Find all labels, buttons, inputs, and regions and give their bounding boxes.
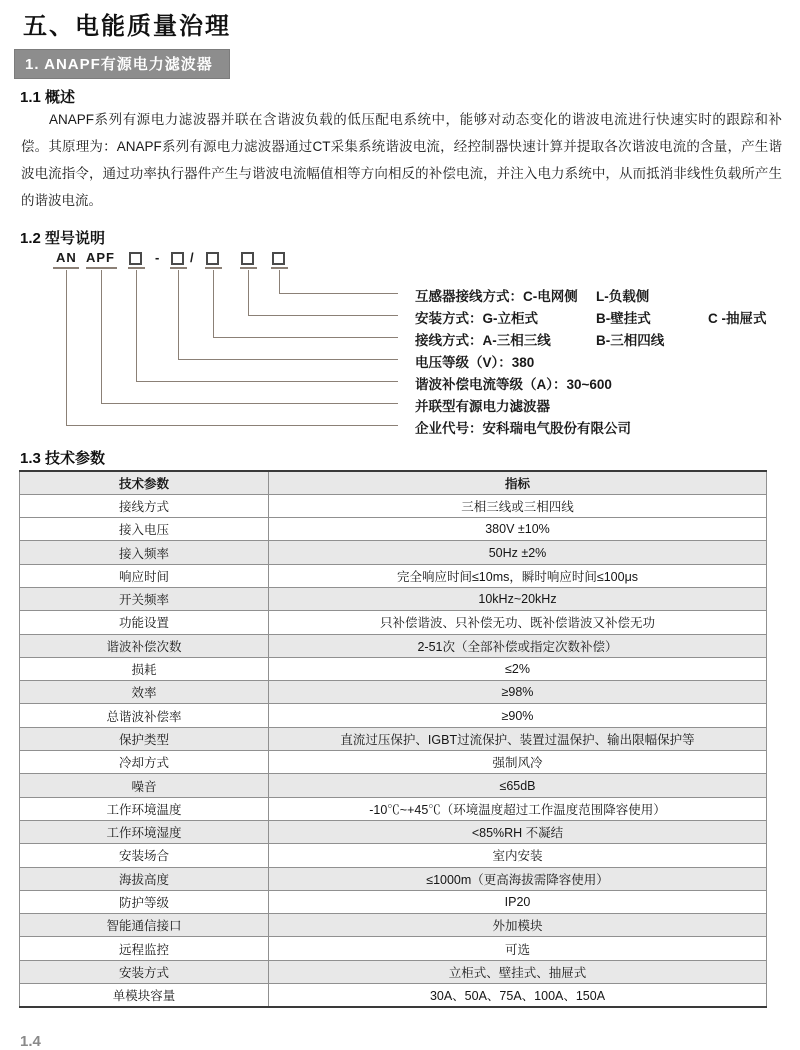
next-section-clipped: 1.4 (20, 1033, 41, 1050)
section-badge: 1. ANAPF有源电力滤波器 (14, 49, 230, 79)
value-cell: 直流过压保护、IGBT过流保护、装置过温保护、输出限幅保护等 (269, 727, 767, 750)
value-cell: ≥98% (269, 681, 767, 704)
param-cell: 安装方式 (20, 960, 269, 983)
column-header-value: 指标 (269, 471, 767, 494)
value-cell: 外加模块 (269, 914, 767, 937)
model-code-box (129, 252, 142, 265)
param-cell: 安装场合 (20, 844, 269, 867)
param-cell: 接入频率 (20, 541, 269, 564)
param-cell: 接线方式 (20, 494, 269, 517)
model-meaning-label: B-三相四线 (596, 333, 665, 348)
model-meaning-label: C -抽屉式 (708, 311, 767, 326)
params-table (19, 470, 767, 1008)
model-code-box (206, 252, 219, 265)
model-meaning-label: 并联型有源电力滤波器 (415, 399, 550, 414)
value-cell: 30A、50A、75A、100A、150A (269, 984, 767, 1007)
table-row (20, 541, 767, 564)
value-cell: 50Hz ±2% (269, 541, 767, 564)
table-row (20, 587, 767, 610)
value-cell: 2-51次（全部补偿或指定次数补偿） (269, 634, 767, 657)
model-code-symbol: - (155, 250, 161, 265)
param-cell: 损耗 (20, 657, 269, 680)
param-cell: 功能设置 (20, 611, 269, 634)
model-code-symbol: AN (56, 250, 77, 265)
value-cell: 强制风冷 (269, 751, 767, 774)
param-cell: 响应时间 (20, 564, 269, 587)
table-row (20, 727, 767, 750)
value-cell: 室内安装 (269, 844, 767, 867)
code-underline (205, 267, 222, 269)
param-cell: 海拔高度 (20, 867, 269, 890)
table-row (20, 704, 767, 727)
param-cell: 总谐波补偿率 (20, 704, 269, 727)
param-cell: 效率 (20, 681, 269, 704)
model-meaning-label: 电压等级（V）：380 (415, 355, 535, 370)
param-cell: 远程监控 (20, 937, 269, 960)
param-cell: 开关频率 (20, 587, 269, 610)
value-cell: ≤65dB (269, 774, 767, 797)
param-cell: 谐波补偿次数 (20, 634, 269, 657)
heading-technical-params: 1.3 技术参数 (20, 450, 106, 467)
param-cell: 保护类型 (20, 727, 269, 750)
heading-overview: 1.1 概述 (20, 89, 76, 106)
table-row (20, 797, 767, 820)
value-cell: 完全响应时间≤10ms，瞬时响应时间≤100μs (269, 564, 767, 587)
param-cell: 接入电压 (20, 518, 269, 541)
table-row (20, 751, 767, 774)
param-cell: 噪音 (20, 774, 269, 797)
table-row (20, 564, 767, 587)
table-row (20, 518, 767, 541)
model-meaning-label: 接线方式：A-三相三线 (415, 333, 551, 348)
code-underline (86, 267, 117, 269)
value-cell: 10kHz~20kHz (269, 587, 767, 610)
model-code-diagram (0, 248, 800, 444)
code-underline (53, 267, 79, 269)
value-cell: <85%RH 不凝结 (269, 820, 767, 843)
model-meaning-label: 安装方式：G-立柜式 (415, 311, 538, 326)
table-row (20, 611, 767, 634)
table-row (20, 657, 767, 680)
code-underline (271, 267, 288, 269)
param-cell: 防护等级 (20, 890, 269, 913)
value-cell: 三相三线或三相四线 (269, 494, 767, 517)
model-meaning-label: B-壁挂式 (596, 311, 651, 326)
value-cell: 立柜式、壁挂式、抽屉式 (269, 960, 767, 983)
param-cell: 工作环境湿度 (20, 820, 269, 843)
model-code-box (171, 252, 184, 265)
code-underline (170, 267, 187, 269)
connector-line (66, 270, 398, 426)
table-row (20, 960, 767, 983)
value-cell: ≥90% (269, 704, 767, 727)
value-cell: -10℃~+45℃（环境温度超过工作温度范围降容使用） (269, 797, 767, 820)
param-cell: 冷却方式 (20, 751, 269, 774)
table-row (20, 494, 767, 517)
heading-model-description: 1.2 型号说明 (20, 230, 106, 247)
model-meaning-row (0, 417, 800, 435)
model-code-symbol: / (190, 250, 195, 265)
column-header-param: 技术参数 (20, 471, 269, 494)
code-underline (240, 267, 257, 269)
model-code-box (272, 252, 285, 265)
table-row (20, 867, 767, 890)
table-row (20, 634, 767, 657)
model-meaning-label: 互感器接线方式：C-电网侧 (415, 289, 578, 304)
value-cell: 380V ±10% (269, 518, 767, 541)
table-row (20, 937, 767, 960)
model-meaning-label: L-负载侧 (596, 289, 650, 304)
table-row (20, 844, 767, 867)
param-cell: 智能通信接口 (20, 914, 269, 937)
table-row (20, 820, 767, 843)
table-row (20, 681, 767, 704)
model-meaning-label: 企业代号：安科瑞电气股份有限公司 (415, 421, 631, 436)
value-cell: ≤1000m（更高海拔需降容使用） (269, 867, 767, 890)
param-cell: 单模块容量 (20, 984, 269, 1007)
page-title: 五、电能质量治理 (23, 13, 231, 40)
model-code-symbol: APF (86, 250, 115, 265)
value-cell: 只补偿谐波、只补偿无功、既补偿谐波又补偿无功 (269, 611, 767, 634)
overview-paragraph: ANAPF系列有源电力滤波器并联在含谐波负载的低压配电系统中，能够对动态变化的谐波电流进行快速实时的跟踪和补偿。其原理为：ANAPF系列有源电力滤波器通过CT采集系统谐波电流，经控制器快速计算并提取各次谐波电流的含量，产生谐波电流指令，通过功率执行器件产生与谐波电流幅值相等方向相反的补偿电流，并注入电力系统中，从而抵消非线性负载所产生的谐波电流。 (21, 112, 782, 208)
code-underline (128, 267, 145, 269)
value-cell: ≤2% (269, 657, 767, 680)
table-header-row (20, 471, 767, 494)
table-row (20, 890, 767, 913)
value-cell: 可选 (269, 937, 767, 960)
table-row (20, 984, 767, 1007)
model-code-box (241, 252, 254, 265)
table-row (20, 914, 767, 937)
param-cell: 工作环境温度 (20, 797, 269, 820)
value-cell: IP20 (269, 890, 767, 913)
model-meaning-label: 谐波补偿电流等级（A）：30~600 (415, 377, 612, 392)
table-row (20, 774, 767, 797)
